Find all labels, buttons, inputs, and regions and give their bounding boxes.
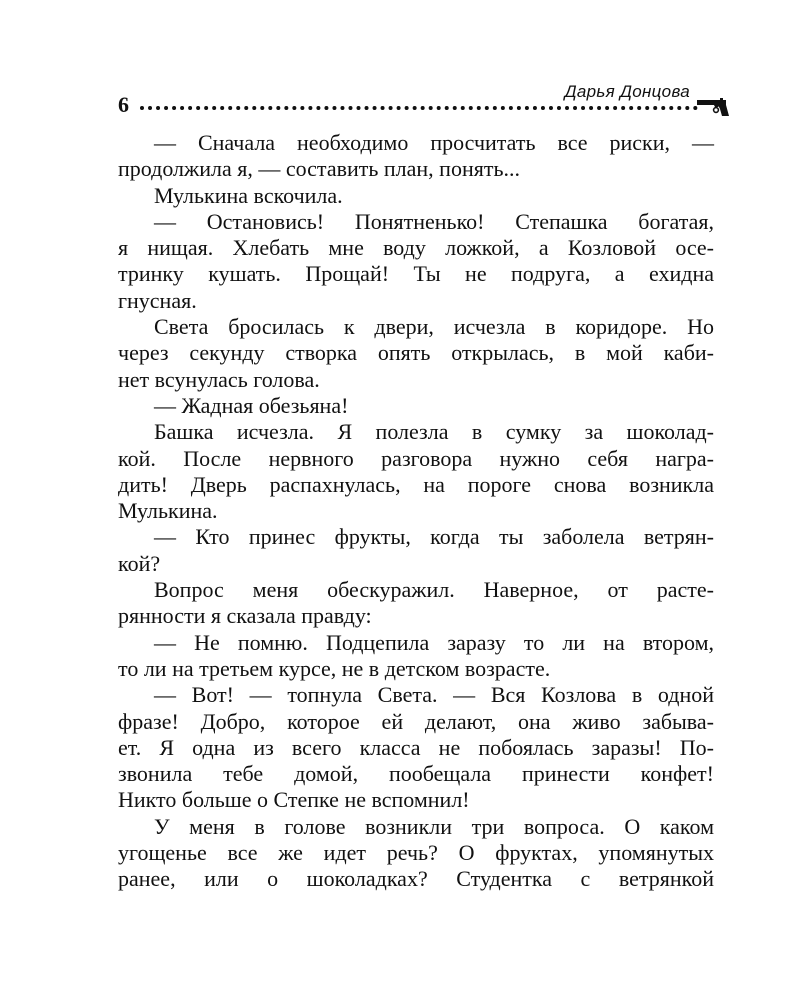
page-number: 6 [118, 92, 129, 117]
text-line: то ли на третьем курсе, не в детском возрасте. [118, 655, 551, 681]
text-line: гнусная. [118, 287, 197, 313]
text-line: тринку кушать. Прощай! Ты не подруга, а ехидна [118, 261, 714, 287]
text-line: нет всунулась голова. [118, 366, 320, 392]
text-line: — Жадная обезьяна! [154, 392, 349, 418]
text-line: я нищая. Хлебать мне воду ложкой, а Козловой осе- [118, 235, 714, 261]
text-line: кой? [118, 550, 161, 576]
text-line: Мулькина вскочила. [154, 182, 343, 208]
text-line: У меня в голове возникли три вопроса. О каком [154, 813, 714, 839]
text-line: — Остановись! Понятненько! Степашка богатая, [154, 208, 714, 234]
text-line: — Сначала необходимо просчитать все риски, — [154, 130, 714, 155]
text-line: через секунду створка опять открылась, в мой каби- [118, 340, 714, 366]
running-header [118, 82, 730, 126]
text-line: ет. Я одна из всего класса не побоялась заразы! По- [118, 734, 714, 760]
text-line: рянности я сказала правду: [118, 603, 372, 629]
body-text [118, 130, 714, 893]
text-line: угощенье все же идет речь? О фруктах, упомянутых [118, 840, 714, 866]
text-line: Света бросилась к двери, исчезла в коридоре. Но [154, 314, 714, 340]
text-line: продолжила я, — составить план, понять... [118, 156, 520, 182]
text-line: звонила тебе домой, пообещала принести конфет! [118, 761, 714, 787]
text-line: ранее, или о шоколадках? Студентка с ветрянкой [118, 866, 714, 892]
text-line: кой. После нервного разговора нужно себя награ- [118, 445, 714, 471]
dotted-rule [140, 106, 698, 110]
text-line: дить! Дверь распахнулась, на пороге снова возникла [118, 471, 714, 497]
text-line: Вопрос меня обескуражил. Наверное, от расте- [154, 577, 714, 603]
revolver-icon [696, 96, 730, 118]
text-line: — Кто принес фрукты, когда ты заболела ветрян- [154, 524, 714, 550]
text-line: Мулькина. [118, 498, 218, 524]
text-line: — Не помню. Подцепила заразу то ли на втором, [154, 629, 714, 655]
text-line: фразе! Добро, которое ей делают, она живо забыва- [118, 708, 714, 734]
text-line: Никто больше о Степке не вспомнил! [118, 787, 470, 813]
text-line: — Вот! — топнула Света. — Вся Козлова в одной [154, 682, 714, 708]
author-name: Дарья Донцова [564, 82, 690, 101]
text-line: Башка исчезла. Я полезла в сумку за шоколад- [154, 419, 714, 445]
